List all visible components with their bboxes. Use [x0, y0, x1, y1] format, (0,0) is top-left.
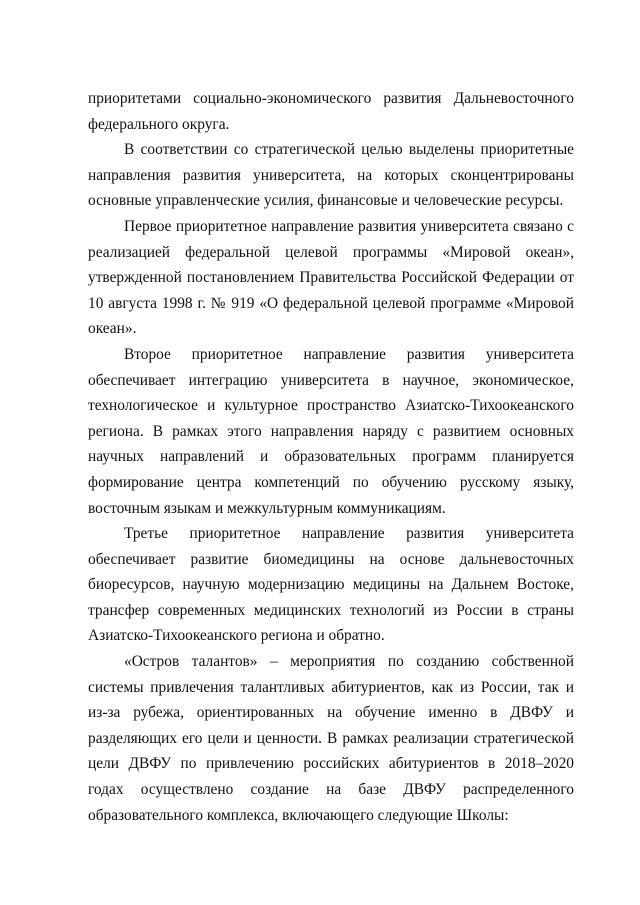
paragraph-first-priority: Первое приоритетное направление развития университета связано с реализацией федеральной целевой программы «Мировой океан», утвержденной постановлением Правительства Российской Федерации от 10 августа 1998 г. № 919 «О федеральной целевой программе «Мировой океан».: [88, 217, 574, 338]
paragraph-third-priority: Третье приоритетное направление развития университета обеспечивает развитие биомедицины на основе дальневосточных биоресурсов, научную модернизацию медицины на Дальнем Востоке, трансфер современных медицинских технологий из России в страны Азиатско-Тихоокеанского региона и обратно.: [88, 525, 574, 645]
body-text: [88, 86, 574, 828]
paragraph-second-priority: Второе приоритетное направление развития университета обеспечивает интеграцию университета в научное, экономическое, технологическое и культурное пространство Азиатско-Тихоокеанского региона. В рамках этого направления наряду с развитием основных научных направлений и образовательных программ планируется формирование центра компетенций по обучению русскому языку, восточным языкам и межкультурным коммуникациям.: [88, 345, 574, 517]
paragraph-island-of-talents: «Остров талантов» – мероприятия по созданию собственной системы привлечения талантливых абитуриентов, как из России, так и из-за рубежа, ориентированных на обучение именно в ДВФУ и разделяющих его цели и ценности. В рамках реализации стратегической цели ДВФУ по привлечению российских абитуриентов в 2018–2020 годах осуществлено создание на базе ДВФУ распределенного образовательного комплекса, включающего следующие Школы:: [88, 653, 574, 824]
paragraph-strategic-priorities: В соответствии со стратегической целью выделены приоритетные направления развития университета, на которых сконцентрированы основные управленческие усилия, финансовые и человеческие ресурсы.: [88, 141, 574, 210]
paragraph-continuation: приоритетами социально-экономического развития Дальневосточного федерального округа.: [88, 90, 574, 133]
